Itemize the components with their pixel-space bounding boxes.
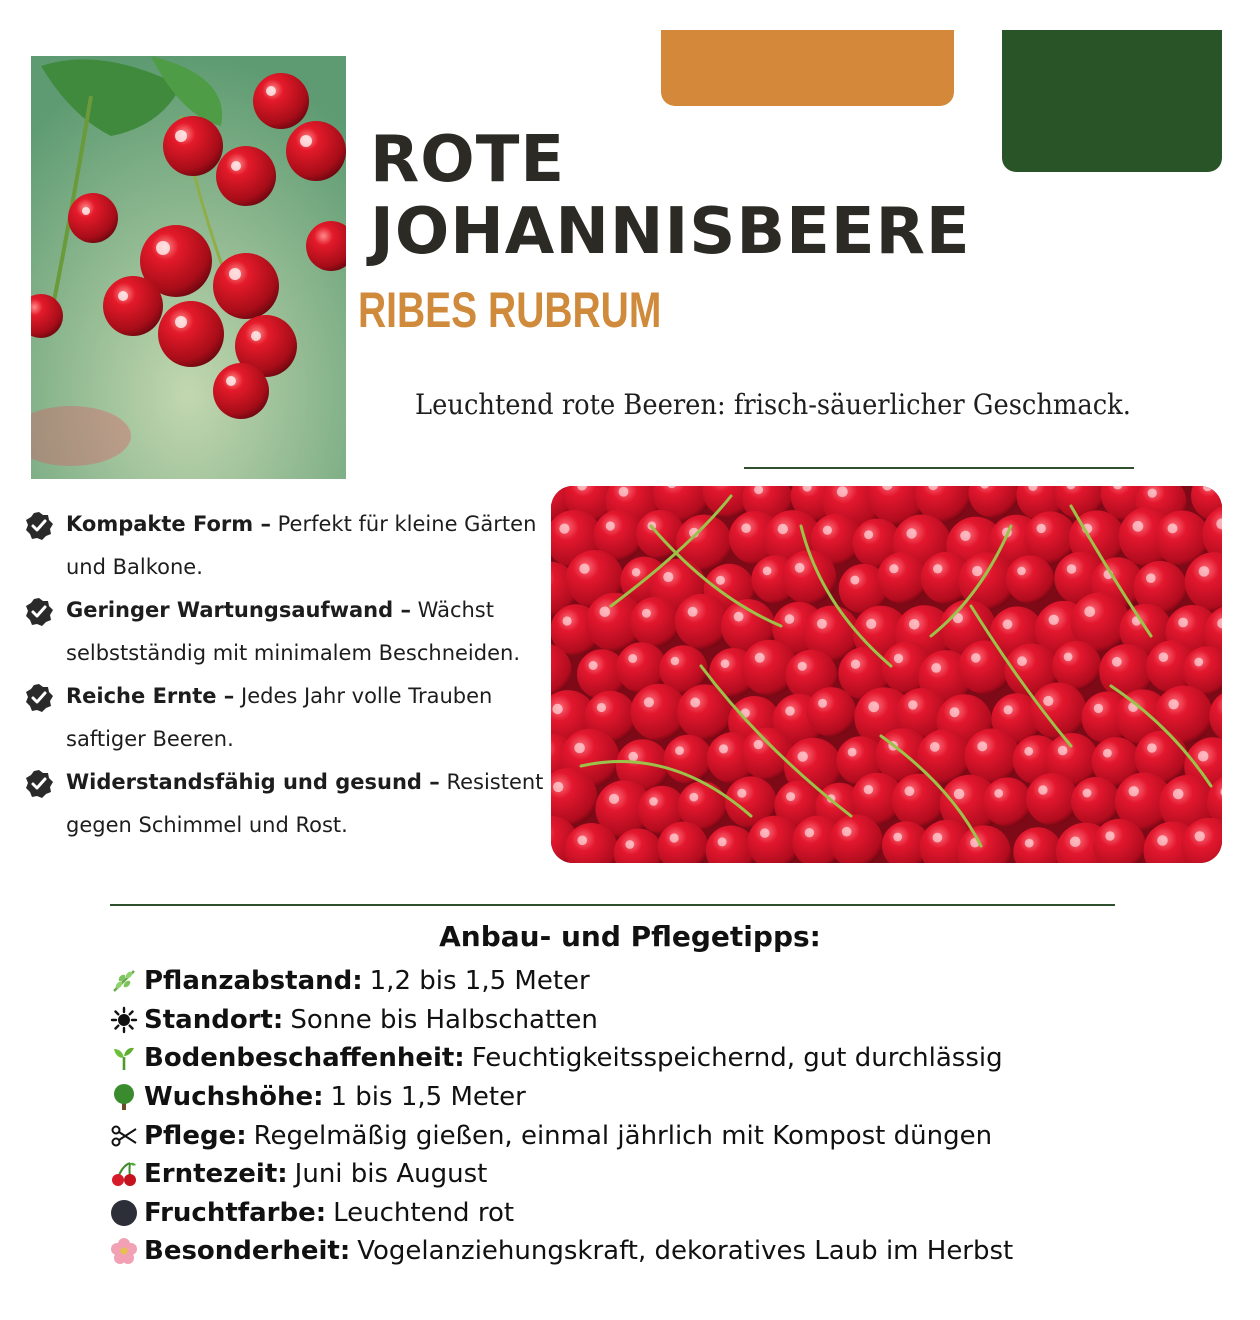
care-tip-label: Bodenbeschaffenheit: [144, 1043, 465, 1074]
berry-highlight [795, 563, 805, 573]
botanical-name: RIBES RUBRUM [358, 282, 662, 338]
berry-highlight [1147, 743, 1157, 753]
berry-shape [782, 550, 836, 604]
berry-highlight [619, 487, 629, 497]
berry-highlight [632, 568, 641, 577]
berry-highlight [552, 704, 562, 714]
berry-highlight [671, 657, 680, 666]
care-tip-item [108, 1155, 1228, 1194]
feature-title: Geringer Wartungsaufwand – [66, 598, 411, 622]
berry-highlight [644, 697, 654, 707]
berry-highlight [689, 793, 698, 802]
berry-highlight [823, 526, 832, 535]
berry-highlight [930, 742, 940, 752]
berry-highlight [842, 827, 852, 837]
berry-highlight [785, 614, 795, 624]
seedling-icon [108, 1042, 140, 1074]
berry-highlight [1133, 521, 1144, 532]
berry-highlight [628, 752, 638, 762]
care-tip-value: Vogelanziehungskraft, dekoratives Laub im Herbst [357, 1236, 1014, 1267]
berry-highlight [931, 663, 941, 673]
feature-item [24, 503, 544, 589]
care-tip-value: 1 bis 1,5 Meter [330, 1082, 526, 1113]
divider-long [110, 904, 1115, 906]
berry-highlight [563, 616, 572, 625]
berry-highlight [1004, 705, 1013, 714]
berry-highlight [754, 740, 763, 749]
berry-shape [983, 777, 1032, 826]
berry-highlight [1168, 699, 1178, 709]
berry-highlight [609, 794, 619, 804]
berry-highlight [734, 612, 744, 622]
berry-highlight [1038, 785, 1047, 794]
berry-highlight [1070, 837, 1081, 848]
berry-highlight [559, 524, 569, 534]
divider-short [744, 467, 1134, 469]
berry-highlight [905, 786, 915, 796]
check-badge-icon [24, 769, 54, 799]
berry-highlight [1112, 657, 1122, 667]
care-heading: Anbau- und Pflegetipps: [439, 920, 821, 953]
berry-highlight [574, 743, 585, 754]
care-tip-item [108, 1194, 1228, 1233]
berry-shape [1071, 777, 1120, 826]
berry-highlight [1198, 751, 1209, 762]
berry-highlight [1195, 831, 1205, 841]
berry-shape [892, 774, 946, 828]
care-tip-label: Fruchtfarbe: [144, 1197, 327, 1228]
care-tip-item [108, 1232, 1228, 1271]
berry-highlight [778, 524, 788, 534]
care-tip-value: Leuchtend rot [333, 1197, 515, 1228]
title-line-1: ROTE [370, 123, 566, 197]
berry-highlight [642, 609, 651, 618]
feature-text: Perfekt für kleine Gärten und Balkone. [66, 512, 537, 579]
feature-title: Widerstandsfähig und gesund – [66, 770, 440, 794]
feature-title: Kompakte Form – [66, 512, 271, 536]
care-tip-value: Regelmäßig gießen, einmal jährlich mit Kompost düngen [253, 1120, 993, 1151]
berry-highlight [817, 619, 827, 629]
care-tip-value: Sonne bis Halbschatten [290, 1004, 598, 1035]
berry-highlight [1024, 747, 1033, 756]
berry-highlight [1146, 573, 1156, 583]
product-photo-currant-pile [551, 486, 1222, 863]
cherries-icon [108, 1158, 140, 1190]
berry-highlight [798, 662, 807, 671]
berry-highlight [1043, 696, 1053, 706]
berry-highlight [798, 751, 808, 761]
berry-highlight [1094, 704, 1103, 713]
berry-highlight [763, 567, 772, 576]
berry-highlight [1017, 567, 1026, 576]
berry-highlight [663, 572, 673, 582]
berry-highlight [1173, 789, 1184, 800]
berry-highlight [737, 789, 746, 798]
care-tip-item [108, 962, 1228, 1001]
berry-highlight [786, 792, 795, 801]
berry-highlight [864, 530, 873, 539]
check-badge-icon [24, 511, 54, 541]
berry-highlight [718, 837, 727, 846]
care-tip-label: Wuchshöhe: [144, 1082, 324, 1113]
berry-highlight [889, 564, 898, 573]
berry-highlight [1168, 523, 1178, 533]
berry-highlight [1058, 746, 1068, 756]
berry-shape [1052, 641, 1101, 690]
berry-highlight [1017, 656, 1027, 666]
feature-item [24, 589, 544, 675]
berry-highlight [589, 661, 598, 670]
berry-highlight [1129, 786, 1139, 796]
decorative-green-block [1002, 30, 1222, 172]
berry-highlight [785, 706, 795, 716]
circle-icon [108, 1197, 140, 1229]
scissors-icon [108, 1120, 140, 1152]
herb-icon [108, 965, 140, 997]
berry-highlight [1148, 489, 1157, 498]
care-tip-item [108, 1116, 1228, 1155]
check-badge-icon [24, 683, 54, 713]
berry-highlight [906, 528, 916, 538]
feature-title: Reiche Ernte – [66, 684, 235, 708]
berry-highlight [1083, 789, 1092, 798]
care-tip-item [108, 1001, 1228, 1040]
berry-highlight [994, 789, 1003, 798]
berry-highlight [908, 700, 917, 709]
berry-highlight [625, 840, 634, 849]
care-tip-value: 1,2 bis 1,5 Meter [369, 966, 590, 997]
berry-highlight [1157, 835, 1168, 846]
berry-highlight [977, 741, 987, 751]
berry-highlight [950, 707, 960, 717]
berry-highlight [971, 653, 981, 663]
berry-highlight [960, 531, 970, 541]
berry-highlight [741, 523, 751, 533]
care-tips-list [108, 962, 1228, 1271]
berry-highlight [670, 833, 679, 842]
feature-item [24, 675, 544, 761]
feature-item [24, 761, 544, 847]
berry-highlight [553, 782, 563, 792]
berry-highlight [628, 654, 637, 663]
berry-highlight [760, 828, 770, 838]
berry-highlight [1037, 524, 1046, 533]
care-tip-item [108, 1078, 1228, 1117]
berry-highlight [721, 659, 730, 668]
berry-highlight [716, 576, 725, 585]
berry-highlight [1067, 564, 1077, 574]
care-tip-value: Juni bis August [294, 1159, 488, 1190]
berry-highlight [851, 660, 860, 669]
berry-shape [958, 640, 1012, 694]
berry-highlight [866, 619, 876, 629]
berry-highlight [818, 699, 827, 708]
product-photo-currant-cluster [31, 56, 346, 479]
berry-highlight [690, 698, 700, 708]
berry-highlight [579, 564, 589, 574]
berry-highlight [894, 654, 903, 663]
berry-highlight [597, 703, 606, 712]
berry-highlight [606, 521, 615, 530]
care-tip-label: Standort: [144, 1004, 284, 1035]
title-line-2: JOHANNISBEERE [370, 195, 971, 269]
berry-highlight [649, 797, 658, 806]
berry-highlight [933, 833, 943, 843]
flower-icon [108, 1235, 140, 1267]
berry-highlight [600, 607, 611, 618]
berry-highlight [1003, 619, 1013, 629]
feature-text: Wächst selbstständig mit minimalem Beschneiden. [66, 598, 520, 665]
berry-shape [1026, 773, 1078, 825]
feature-text: Resistent gegen Schimmel und Rost. [66, 770, 544, 837]
berry-highlight [933, 564, 942, 573]
berry-highlight [864, 785, 873, 794]
berry-highlight [755, 653, 765, 663]
care-tip-label: Pflege: [144, 1120, 247, 1151]
tree-icon [108, 1081, 140, 1113]
berry-highlight [850, 576, 859, 585]
berry-shape [677, 684, 733, 740]
berry-highlight [848, 748, 857, 757]
berry-highlight [688, 607, 698, 617]
berry-highlight [578, 836, 588, 846]
berry-highlight [1105, 831, 1114, 840]
care-tip-label: Erntezeit: [144, 1159, 288, 1190]
care-tip-item [108, 1039, 1228, 1078]
care-tip-value: Feuchtigkeitsspeichernd, gut durchlässig [471, 1043, 1003, 1074]
berry-shape [1006, 555, 1054, 603]
berry-highlight [972, 566, 982, 576]
check-badge-icon [24, 597, 54, 627]
berry-highlight [909, 619, 920, 630]
berry-highlight [1194, 658, 1203, 667]
berry-highlight [1178, 618, 1188, 628]
berry-highlight [675, 746, 684, 755]
berry-highlight [1064, 653, 1073, 662]
tagline: Leuchtend rote Beeren: frisch-säuerlicher Geschmack. [415, 388, 1131, 421]
berry-highlight [1025, 839, 1034, 848]
berry-highlight [837, 486, 848, 497]
berry-highlight [719, 744, 728, 753]
berry-highlight [1049, 615, 1059, 625]
berry-shape [806, 687, 856, 737]
berry-highlight [1159, 652, 1169, 662]
berry-highlight [1084, 606, 1095, 617]
feature-list [24, 503, 544, 847]
berry-highlight [805, 828, 814, 837]
berry-shape [630, 597, 680, 647]
berry-highlight [893, 833, 902, 842]
berry-highlight [868, 701, 879, 712]
berry-highlight [1199, 566, 1210, 577]
care-tip-label: Pflanzabstand: [144, 966, 363, 997]
feature-text: Jedes Jahr volle Trauben saftiger Beeren. [66, 684, 493, 751]
sun-icon [108, 1004, 140, 1036]
berry-highlight [954, 789, 965, 800]
page-title [370, 124, 990, 268]
berry-highlight [1103, 749, 1112, 758]
decorative-orange-block [661, 30, 954, 106]
care-tip-label: Besonderheit: [144, 1236, 351, 1267]
